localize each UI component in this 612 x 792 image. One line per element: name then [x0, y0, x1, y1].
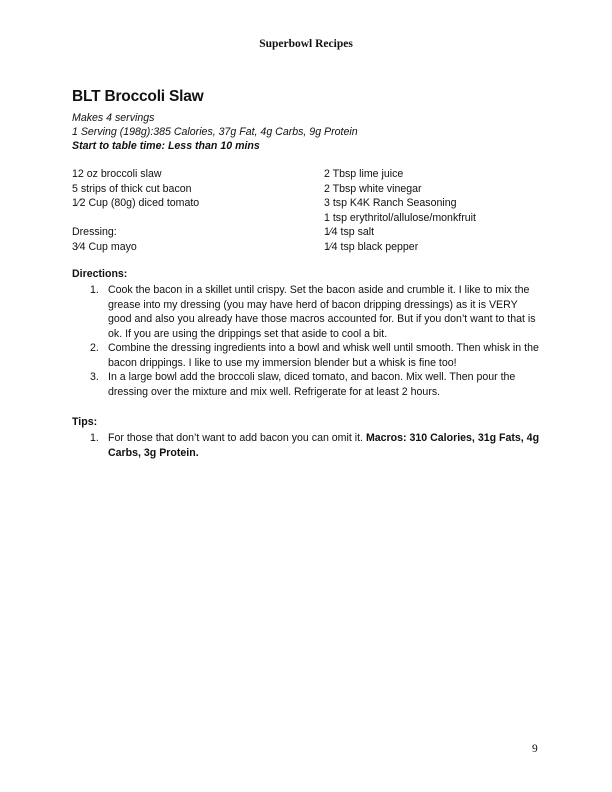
step-text: Cook the bacon in a skillet until crispy. Set the bacon aside and crumble it. I like to mix the grease into my dressing (you may have herd of bacon dripping dressings) as it is VERY good and also you already have those macros accounted for. But if you don’t want to that is ok. If you are using the drippings set that aside to cool a bit.: [108, 284, 536, 340]
tips-list: [90, 431, 540, 460]
ingredient-item: 1⁄4 tsp black pepper: [324, 240, 419, 253]
ingredient-item: 2 Tbsp white vinegar: [324, 182, 422, 195]
ingredient-item: 2 Tbsp lime juice: [324, 168, 404, 180]
page-number: 9: [532, 743, 538, 755]
ingredient-item: 1 tsp erythritol/allulose/monkfruit: [324, 211, 476, 224]
ingredient-item: 5 strips of thick cut bacon: [72, 182, 192, 195]
step-text: In a large bowl add the broccoli slaw, diced tomato, and bacon. Mix well. Then pour the dressing over the mixture and mix well. Refrigerate for at least 2 hours.: [108, 371, 516, 398]
tip-number: 1.: [90, 432, 99, 444]
directions-list: [90, 283, 540, 399]
step-number: 3.: [90, 371, 99, 383]
ingredients-right-column: [324, 167, 476, 254]
ingredients-left-column: [72, 167, 199, 254]
servings: Makes 4 servings: [72, 112, 155, 124]
ingredient-item: 12 oz broccoli slaw: [72, 168, 162, 180]
ingredient-item: 1⁄2 Cup (80g) diced tomato: [72, 197, 200, 209]
tip-item: [90, 431, 540, 460]
direction-step: [90, 341, 540, 370]
recipe-title: BLT Broccoli Slaw: [72, 88, 204, 105]
tip-macros: Macros: 310 Calories, 31g Fats, 4g Carbs, 3g Protein.: [108, 432, 540, 459]
dressing-label: Dressing:: [72, 226, 117, 238]
directions-heading: Directions:: [72, 268, 128, 280]
page-header: Superbowl Recipes: [259, 38, 353, 50]
step-text: Combine the dressing ingredients into a bowl and whisk well until smooth. Then whisk in the bacon drippings. I like to use my immersion blender but a whisk is fine too!: [108, 342, 539, 369]
direction-step: [90, 370, 540, 399]
ingredient-item: 3⁄4 Cup mayo: [72, 240, 137, 253]
recipe-meta: [72, 111, 358, 154]
step-number: 2.: [90, 342, 99, 354]
serving-nutrition: 1 Serving (198g):385 Calories, 37g Fat, 4g Carbs, 9g Protein: [72, 126, 358, 139]
tip-text: For those that don’t want to add bacon you can omit it.: [108, 432, 366, 444]
step-number: 1.: [90, 284, 99, 296]
ingredient-item: 3 tsp K4K Ranch Seasoning: [324, 197, 457, 209]
prep-time: Start to table time: Less than 10 mins: [72, 140, 260, 153]
tips-heading: Tips:: [72, 416, 98, 428]
ingredient-item: 1⁄4 tsp salt: [324, 226, 375, 238]
direction-step: [90, 283, 540, 341]
